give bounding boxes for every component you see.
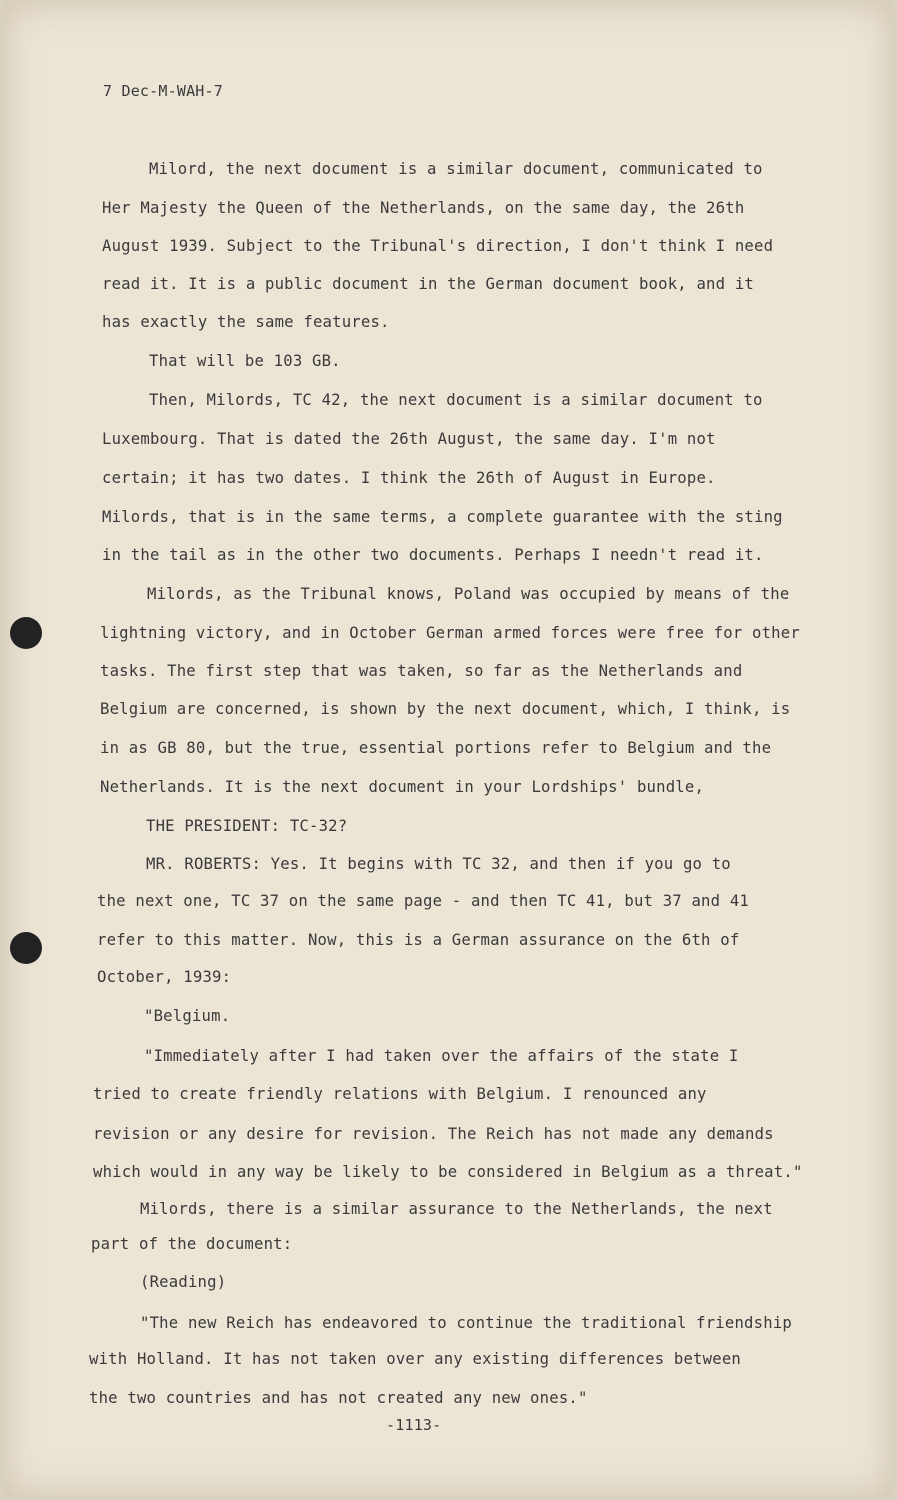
text-line: has exactly the same features. — [102, 313, 390, 331]
text-line: the next one, TC 37 on the same page - and then TC 41, but 37 and 41 — [97, 892, 749, 910]
text-line: Milords, there is a similar assurance to the Netherlands, the next — [140, 1200, 773, 1218]
text-line: Netherlands. It is the next document in your Lordships' bundle, — [100, 778, 705, 796]
punch-hole-bottom — [10, 932, 42, 964]
text-line: tried to create friendly relations with Belgium. I renounced any — [93, 1085, 707, 1103]
punch-hole-top — [10, 617, 42, 649]
text-line: Belgium are concerned, is shown by the next document, which, I think, is — [100, 700, 791, 718]
text-line: "The new Reich has endeavored to continue the traditional friendship — [140, 1314, 792, 1332]
text-line: the two countries and has not created any new ones." — [89, 1389, 588, 1407]
text-line: Luxembourg. That is dated the 26th August, the same day. I'm not — [102, 430, 716, 448]
text-line: Her Majesty the Queen of the Netherlands, on the same day, the 26th — [102, 199, 745, 217]
text-line: with Holland. It has not taken over any existing differences between — [89, 1350, 741, 1368]
text-line: Then, Milords, TC 42, the next document is a similar document to — [149, 391, 763, 409]
page-number: -1113- — [386, 1416, 442, 1434]
text-line: part of the document: — [91, 1235, 293, 1253]
text-line: August 1939. Subject to the Tribunal's direction, I don't think I need — [102, 237, 774, 255]
text-line: October, 1939: — [97, 968, 232, 986]
text-line: revision or any desire for revision. The Reich has not made any demands — [93, 1125, 774, 1143]
text-line: lightning victory, and in October German armed forces were free for other — [100, 624, 800, 642]
text-line: Milord, the next document is a similar document, communicated to — [149, 160, 763, 178]
text-line: "Immediately after I had taken over the affairs of the state I — [144, 1047, 739, 1065]
text-line: refer to this matter. Now, this is a German assurance on the 6th of — [97, 931, 740, 949]
text-line: in as GB 80, but the true, essential portions refer to Belgium and the — [100, 739, 772, 757]
text-line: which would in any way be likely to be considered in Belgium as a threat." — [93, 1163, 803, 1181]
text-line: tasks. The first step that was taken, so far as the Netherlands and — [100, 662, 743, 680]
document-page — [4, 2, 892, 1496]
text-line: certain; it has two dates. I think the 26th of August in Europe. — [102, 469, 716, 487]
text-line: MR. ROBERTS: Yes. It begins with TC 32, and then if you go to — [146, 855, 731, 873]
text-line: Milords, as the Tribunal knows, Poland was occupied by means of the — [147, 585, 790, 603]
text-line: That will be 103 GB. — [149, 352, 341, 370]
text-line: in the tail as in the other two documents. Perhaps I needn't read it. — [102, 546, 764, 564]
text-line: read it. It is a public document in the German document book, and it — [102, 275, 754, 293]
text-line: (Reading) — [140, 1273, 227, 1291]
text-line: Milords, that is in the same terms, a complete guarantee with the sting — [102, 508, 783, 526]
text-line: THE PRESIDENT: TC-32? — [146, 817, 348, 835]
text-line: "Belgium. — [144, 1007, 231, 1025]
page-reference: 7 Dec-M-WAH-7 — [103, 82, 223, 100]
